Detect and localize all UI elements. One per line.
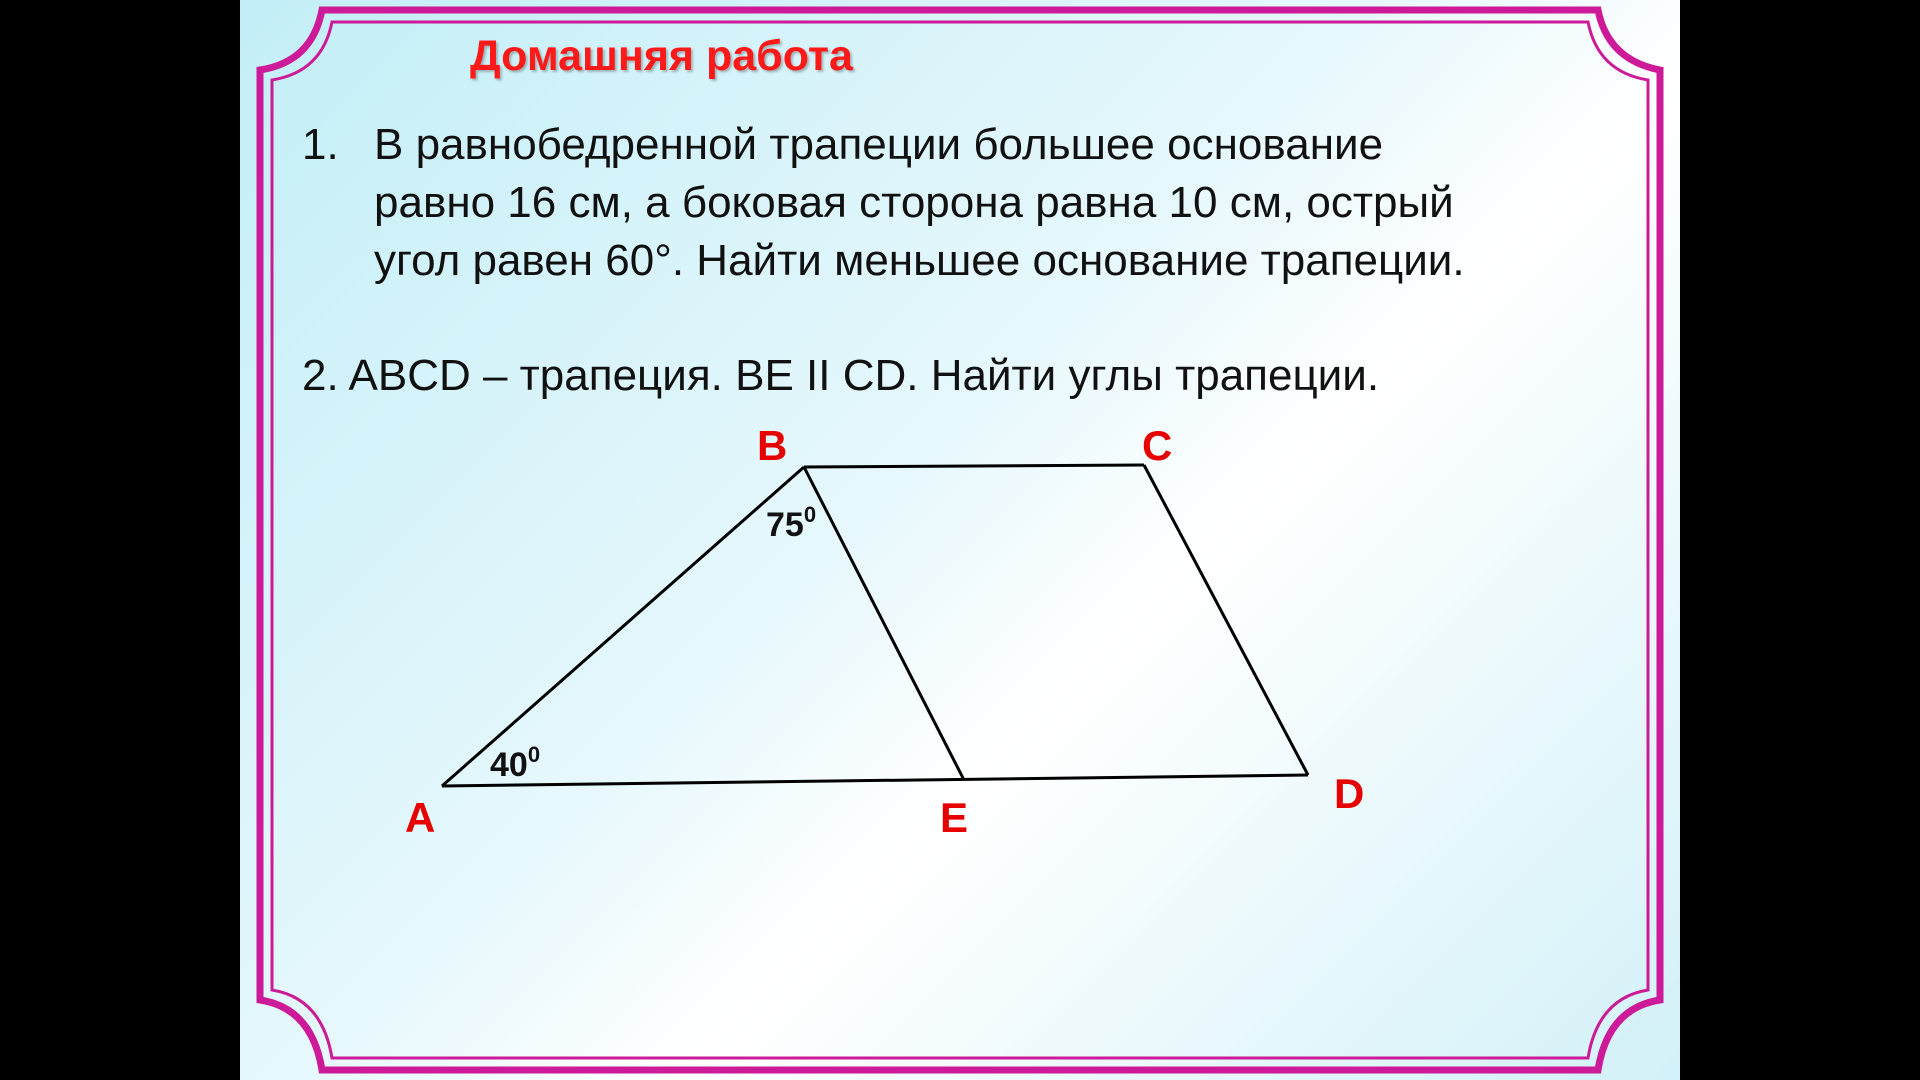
segment-bc xyxy=(804,465,1144,467)
page-title: Домашняя работа xyxy=(470,32,853,80)
angle-b-label: $75^0$ xyxy=(766,502,817,544)
vertex-label-d: D xyxy=(1334,770,1365,817)
segment-ab xyxy=(442,467,804,786)
segment-ad xyxy=(442,775,1308,786)
segment-be xyxy=(804,467,964,780)
trapezoid-diagram xyxy=(240,0,1680,1080)
angle-a-label: $40^0$ xyxy=(490,742,541,784)
vertex-label-e: E xyxy=(940,794,969,841)
vertex-label-a: A xyxy=(405,794,436,841)
task-1-number: 1. xyxy=(302,120,339,169)
task-1-line: угол равен 60°. Найти меньшее основание трапеции. xyxy=(374,236,1465,285)
slide xyxy=(240,0,1680,1080)
task-1-line: равно 16 см, а боковая сторона равна 10 см, острый xyxy=(374,178,1454,227)
vertex-label-c: C xyxy=(1142,422,1173,469)
task-2-text: 2. ABCD – трапеция. BE II CD. Найти углы трапеции. xyxy=(302,351,1380,400)
segment-cd xyxy=(1144,465,1308,775)
task-1-line: В равнобедренной трапеции большее основание xyxy=(374,120,1384,169)
vertex-label-b: B xyxy=(757,422,788,469)
